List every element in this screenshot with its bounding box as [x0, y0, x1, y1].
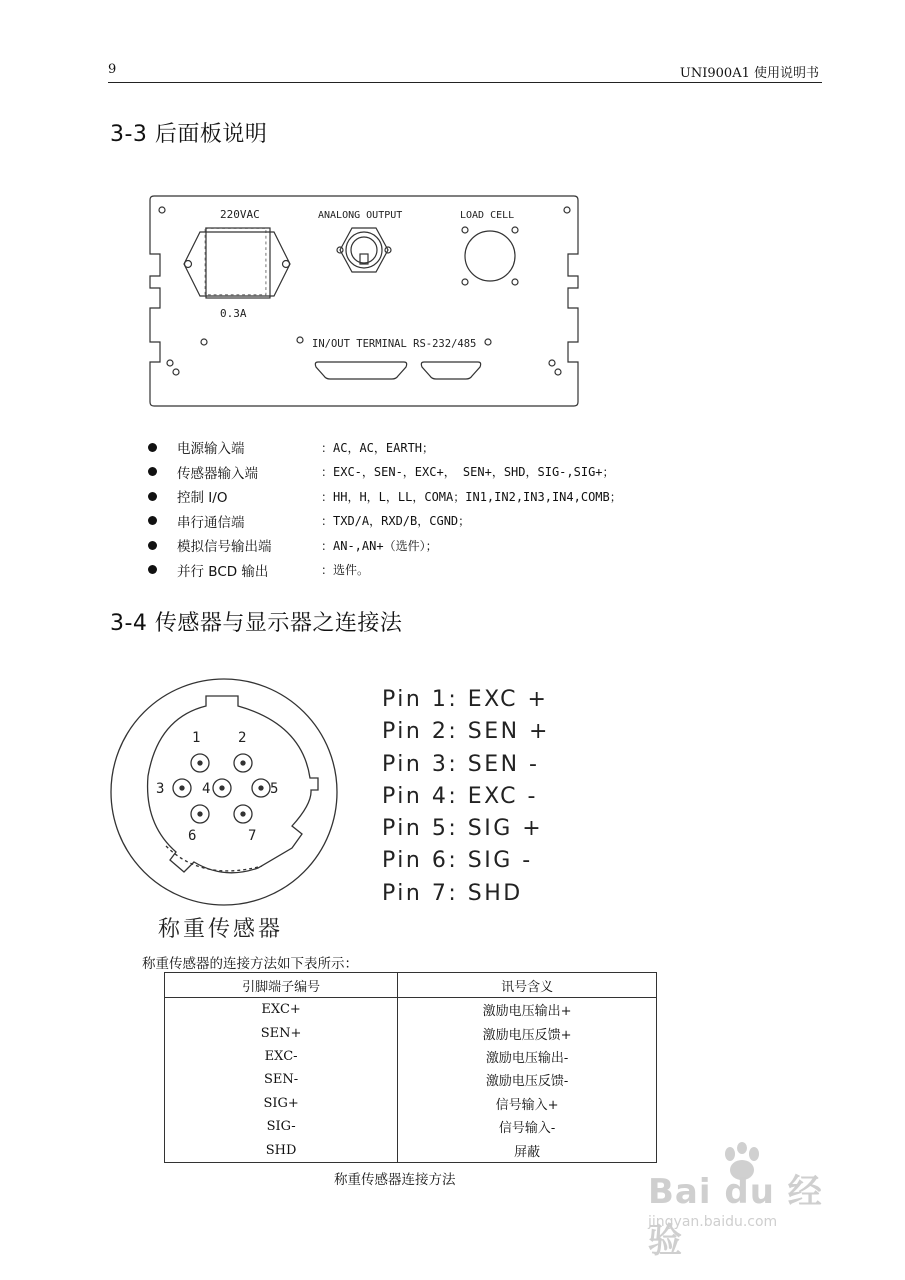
- table-cell: SHD: [165, 1138, 398, 1162]
- bullet-icon: [148, 516, 157, 525]
- pin-number-label: 5: [270, 781, 279, 797]
- power-input-label: 220VAC: [220, 208, 260, 221]
- table-cell: SIG+: [165, 1092, 398, 1115]
- table-row: [165, 1138, 657, 1162]
- spec-label: 模拟信号输出端: [177, 539, 272, 556]
- watermark-brand: Bai du 经验: [648, 1172, 823, 1261]
- bullet-icon: [148, 541, 157, 550]
- bullet-icon: [148, 565, 157, 574]
- section-title-rear-panel: 3-3 后面板说明: [110, 122, 268, 147]
- table-header-row: [165, 973, 657, 998]
- table-caption: 称重传感器连接方法: [334, 1172, 456, 1188]
- pin-number-label: 2: [238, 730, 247, 746]
- table-cell: 信号输入+: [398, 1092, 657, 1115]
- spec-value: ：AC，AC，EARTH；: [321, 440, 435, 455]
- pin-assignment: Pin 3: SEN -: [382, 751, 540, 777]
- table-row: [165, 1092, 657, 1115]
- table-row: [165, 1021, 657, 1044]
- spec-value: ：HH，H，L，LL，COMA；IN1,IN2,IN3,IN4,COMB；: [321, 489, 622, 504]
- column-header: 引脚端子编号: [165, 973, 398, 998]
- table-cell: SEN+: [165, 1021, 398, 1044]
- list-item: [148, 435, 768, 460]
- load-cell-label: LOAD CELL: [460, 210, 515, 221]
- watermark-url: jingyan.baidu.com: [648, 1214, 778, 1230]
- pin-number-label: 4: [202, 781, 211, 797]
- pin-assignment: Pin 7: SHD: [382, 880, 523, 906]
- table-cell: 屏蔽: [398, 1138, 657, 1162]
- spec-value: ：AN-,AN+（选件）；: [321, 538, 438, 553]
- spec-value: ：TXD/A，RXD/B，CGND；: [321, 514, 471, 529]
- pin-assignment-list: [382, 684, 550, 910]
- spec-value: ：EXC-，SEN-，EXC+， SEN+，SHD，SIG-,SIG+；: [321, 465, 615, 480]
- spec-value: ：选件。: [321, 563, 370, 578]
- table-intro: 称重传感器的连接方法如下表所示：: [142, 956, 358, 972]
- list-item: [148, 558, 768, 583]
- pin-number-label: 6: [188, 828, 197, 844]
- table-row: [165, 998, 657, 1022]
- table-cell: 激励电压反馈+: [398, 1021, 657, 1044]
- pin-assignment: Pin 1: EXC +: [382, 687, 549, 712]
- bullet-icon: [148, 467, 157, 476]
- pin-number-label: 3: [156, 781, 165, 797]
- pin-assignment: Pin 2: SEN +: [382, 719, 550, 745]
- pin-assignment: Pin 6: SIG -: [382, 848, 533, 874]
- column-header: 讯号含义: [398, 973, 657, 998]
- table-cell: 激励电压反馈-: [398, 1068, 657, 1091]
- table-cell: 激励电压输出-: [398, 1045, 657, 1068]
- fuse-rating-label: 0.3A: [220, 307, 247, 320]
- terminal-label: IN/OUT TERMINAL RS-232/485: [312, 338, 477, 350]
- table-cell: 信号输入-: [398, 1115, 657, 1138]
- pin-assignment: Pin 4: EXC -: [382, 783, 538, 809]
- table-cell: EXC-: [165, 1045, 398, 1068]
- table-cell: SIG-: [165, 1115, 398, 1138]
- pin-assignment: Pin 5: SIG +: [382, 816, 544, 842]
- spec-label: 传感器输入端: [177, 465, 258, 482]
- connector-caption: 称重传感器: [158, 917, 284, 942]
- rear-panel-diagram: [148, 192, 580, 410]
- document-title: UNI900A1 使用说明书: [679, 66, 819, 81]
- table-row: [165, 1115, 657, 1138]
- table-cell: 激励电压输出+: [398, 998, 657, 1022]
- table-cell: EXC+: [165, 998, 398, 1022]
- list-item: [148, 509, 768, 534]
- table-cell: SEN-: [165, 1068, 398, 1091]
- analog-output-label: ANALONG OUTPUT: [318, 210, 403, 221]
- page-number: 9: [108, 62, 117, 77]
- table-row: [165, 1068, 657, 1091]
- section-title-sensor-connection: 3-4 传感器与显示器之连接法: [110, 611, 403, 636]
- list-item: [148, 460, 768, 485]
- table-row: [165, 1045, 657, 1068]
- pin-number-label: 7: [248, 828, 257, 844]
- spec-label: 并行 BCD 输出: [177, 563, 269, 580]
- rear-panel-spec-list: [148, 435, 768, 582]
- list-item: [148, 533, 768, 558]
- baidu-jingyan-watermark: [640, 1146, 840, 1261]
- spec-label: 串行通信端: [177, 514, 245, 531]
- bullet-icon: [148, 443, 157, 452]
- load-cell-connector-diagram: [106, 676, 346, 912]
- pin-number-label: 1: [192, 730, 201, 746]
- list-item: [148, 484, 768, 509]
- bullet-icon: [148, 492, 157, 501]
- connection-table: [164, 972, 657, 1163]
- spec-label: 电源输入端: [177, 441, 245, 458]
- spec-label: 控制 I/O: [177, 490, 228, 507]
- header-rule: [108, 82, 822, 83]
